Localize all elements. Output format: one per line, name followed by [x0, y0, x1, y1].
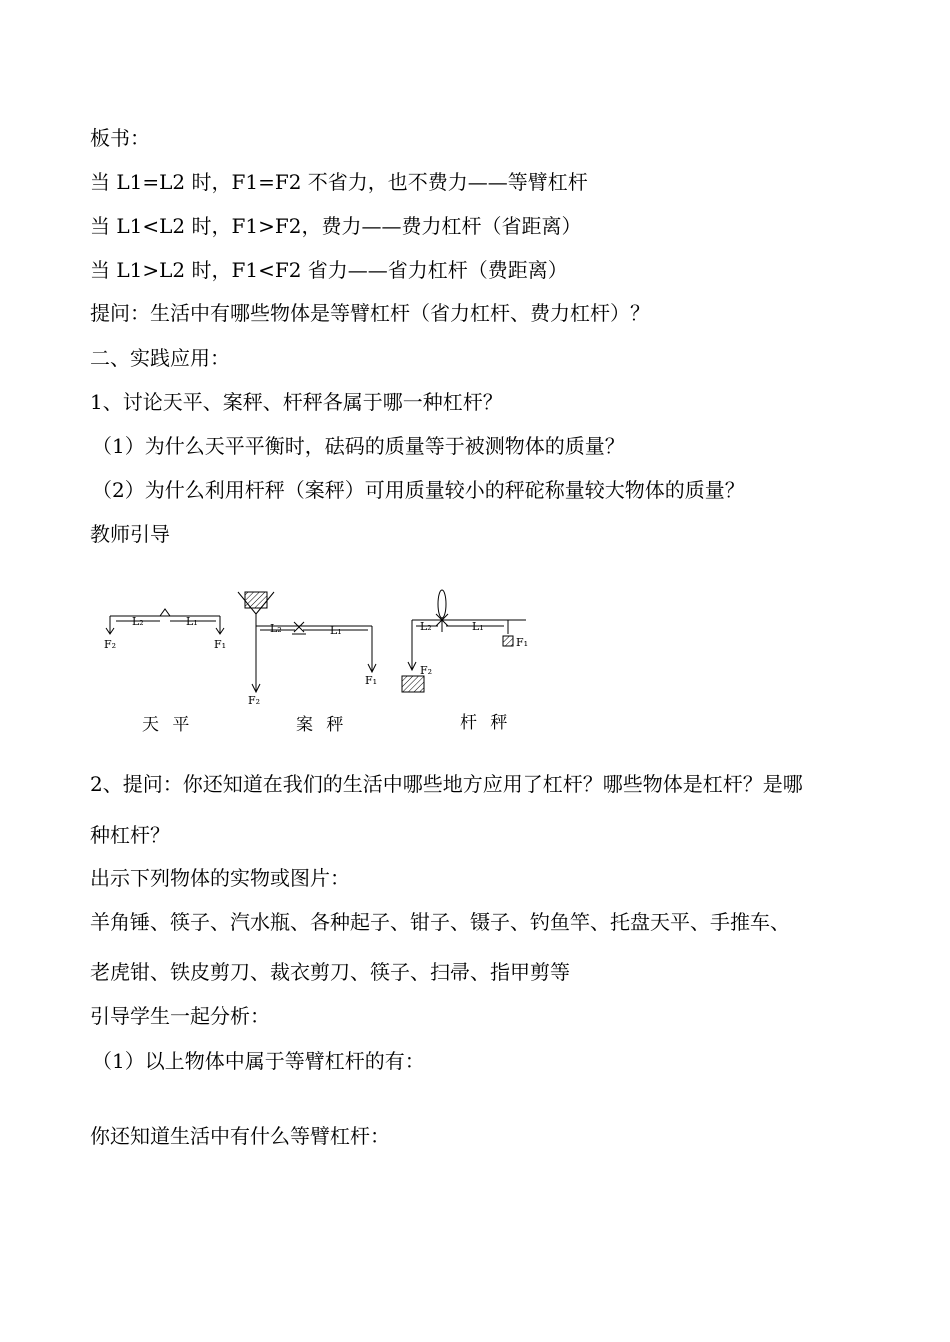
caption-steelyard: 杆 秤	[460, 713, 512, 733]
item-2-line-2: 种杠杆？	[90, 823, 170, 847]
caption-balance: 天 平	[142, 715, 194, 735]
balance-l1-label: L₁	[186, 615, 198, 628]
caption-platform-scale: 案 秤	[296, 715, 348, 735]
platform-scale-diagram	[238, 592, 376, 692]
sub-question-2: （2）为什么利用杆秤（案秤）可用质量较小的秤砣称量较大物体的质量？	[92, 478, 745, 502]
sub-question-1: （1）为什么天平平衡时，砝码的质量等于被测物体的质量？	[92, 434, 625, 458]
steelyard-l2-label: L₂	[420, 620, 432, 633]
platform-l2-label: L₂	[270, 622, 282, 635]
item-1: 1、讨论天平、案秤、杆秤各属于哪一种杠杆？	[90, 390, 503, 414]
rule-equal-arm: 当 L1=L2 时，F1=F2 不省力，也不费力——等臂杠杆	[90, 170, 588, 194]
balance-f2-label: F₂	[104, 638, 117, 651]
platform-l1-label: L₁	[330, 624, 342, 637]
question-more-equal-arm: 你还知道生活中有什么等臂杠杆：	[90, 1124, 390, 1148]
question-1: 提问：生活中有哪些物体是等臂杠杆（省力杠杆、费力杠杆）？	[90, 301, 650, 325]
item-2-line-1: 2、提问：你还知道在我们的生活中哪些地方应用了杠杆？哪些物体是杠杆？是哪	[90, 772, 803, 796]
section-2-title: 二、实践应用：	[90, 346, 230, 370]
analysis-prompt: 引导学生一起分析：	[90, 1004, 270, 1028]
platform-f2-label: F₂	[248, 694, 261, 707]
steelyard-f1-label: F₁	[516, 636, 529, 649]
balance-l2-label: L₂	[132, 615, 144, 628]
rule-effort-saving: 当 L1>L2 时，F1<F2 省力——省力杠杆（费距离）	[90, 258, 568, 282]
rule-effort-costing: 当 L1<L2 时，F1>F2，费力——费力杠杆（省距离）	[90, 214, 582, 238]
teacher-guide: 教师引导	[90, 522, 170, 546]
lever-diagrams	[90, 580, 550, 740]
objects-line-2: 老虎钳、铁皮剪刀、裁衣剪刀、筷子、扫帚、指甲剪等	[90, 960, 570, 984]
balance-diagram	[106, 609, 224, 634]
objects-line-1: 羊角锤、筷子、汽水瓶、各种起子、钳子、镊子、钓鱼竿、托盘天平、手推车、	[90, 910, 790, 934]
steelyard-f2-label: F₂	[420, 664, 433, 677]
platform-f1-label: F₁	[365, 674, 378, 687]
heading: 板书：	[90, 126, 150, 150]
question-equal-arm: （1）以上物体中属于等臂杠杆的有：	[92, 1049, 425, 1073]
balance-f1-label: F₁	[214, 638, 227, 651]
steelyard-l1-label: L₁	[472, 620, 484, 633]
show-objects: 出示下列物体的实物或图片：	[90, 866, 350, 890]
